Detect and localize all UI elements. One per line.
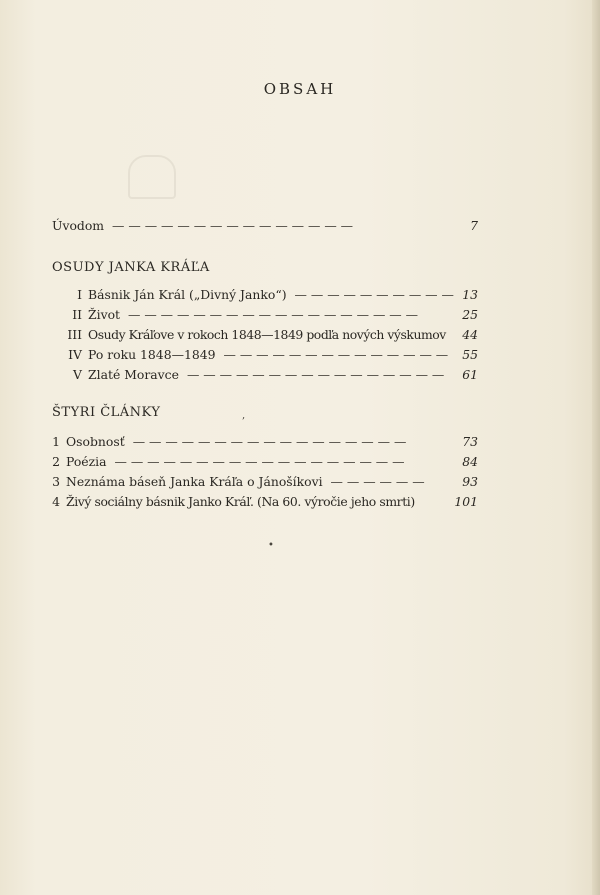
toc-entry-label: Živý sociálny básnik Janko Kráľ. (Na 60. výročie jeho smrti) [66,494,415,509]
section-heading-clanky: ŠTYRI ČLÁNKY [52,405,161,420]
toc-entry-number: I [77,287,82,302]
dash-leader: — — — — — — — — — — — — — — — — [186,367,445,382]
toc-entry[interactable] [52,474,478,492]
toc-entry-label: Zlaté Moravce [88,367,179,382]
section-heading-osudy: OSUDY JANKA KRÁĽA [52,260,210,275]
dash-leader: — — — — — — — — — — [294,287,454,302]
dash-leader: — — — — — — — — — — — — — — — — — — [114,454,405,469]
stray-mark: , [242,410,246,421]
toc-entry-number: V [73,367,82,382]
toc-entry-number: 2 [52,454,60,469]
dash-leader: — — — — — — — — — — — — — — — — — — [128,307,419,322]
toc-entry-number: III [67,327,82,342]
toc-page-number: 61 [462,367,478,382]
toc-page-number: 13 [462,287,478,302]
toc-entry-label: Básnik Ján Král („Divný Janko“) [88,287,287,302]
page-title: OBSAH [263,80,337,98]
toc-entry[interactable] [52,347,478,365]
toc-page-number: 25 [462,307,478,322]
toc-entry[interactable] [52,494,478,512]
toc-entry-label: Osudy Kráľove v rokoch 1848—1849 podľa nových výskumov [88,327,446,342]
toc-entry-label: Po roku 1848—1849 [88,347,216,362]
toc-entry[interactable] [52,367,478,385]
toc-entry-label: Osobnosť [66,434,125,449]
toc-entry-number: 4 [52,494,60,509]
stray-mark: • [268,540,274,551]
dash-leader: — — — — — — [330,474,425,489]
toc-entry[interactable] [52,307,478,325]
toc-page-number: 55 [462,347,478,362]
toc-page-number: 7 [470,218,478,233]
toc-entry[interactable] [52,454,478,472]
toc-entry-label: Neznáma báseň Janka Kráľa o Jánošíkovi [66,474,323,489]
toc-entry-label: Poézia [66,454,107,469]
toc-entry[interactable] [52,287,478,305]
toc-page-number: 84 [462,454,478,469]
bleed-through-ornament [128,155,176,199]
toc-entry-intro[interactable] [52,218,478,236]
toc-entry[interactable] [52,434,478,452]
dash-leader: — — — — — — — — — — — — — — — — — [132,434,407,449]
toc-entry-number: IV [68,347,82,362]
toc-page-number: 73 [462,434,478,449]
dash-leader: — — — — — — — — — — — — — — — [112,218,354,233]
toc-entry-number: 1 [52,434,60,449]
dash-leader: — — — — — — — — — — — — — — [223,347,449,362]
toc-entry-number: 3 [52,474,60,489]
toc-page-number: 93 [462,474,478,489]
toc-page-number: 101 [454,494,478,509]
toc-entry-label: Život [88,307,121,322]
toc-entry[interactable] [52,327,478,345]
toc-entry-number: II [72,307,82,322]
toc-entry-label: Úvodom [52,218,105,233]
toc-page-number: 44 [462,327,478,342]
